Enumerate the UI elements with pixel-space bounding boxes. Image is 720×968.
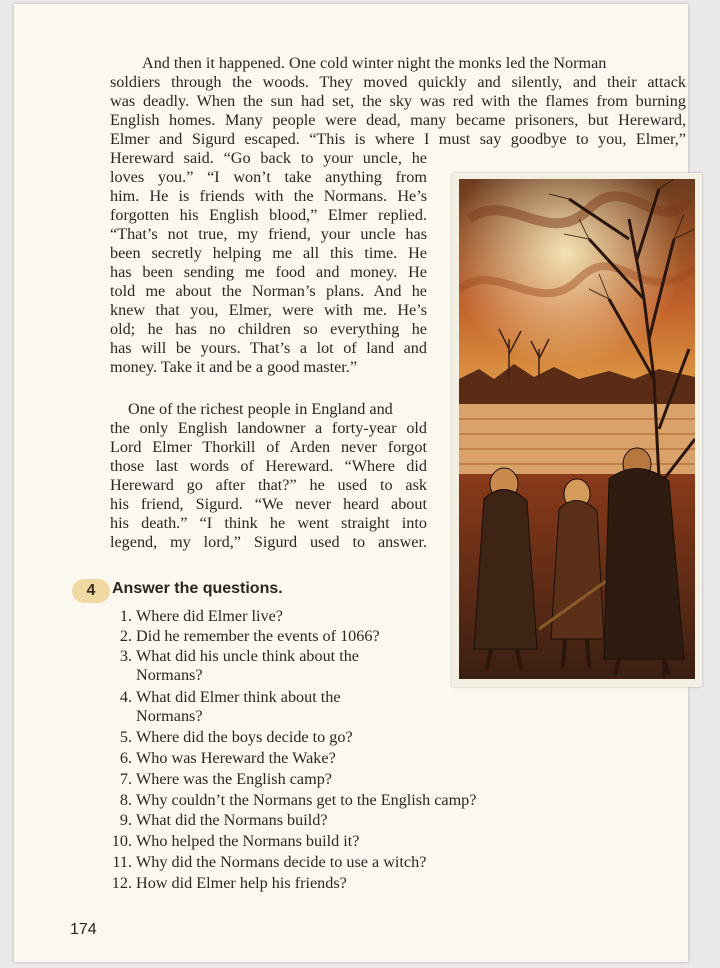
question-text: Where did the boys decide to go? bbox=[136, 728, 353, 746]
question-number: 7. bbox=[119, 770, 132, 788]
question-text: What did his uncle think about the bbox=[136, 647, 359, 665]
question-number: 8. bbox=[119, 791, 132, 809]
story-line: legend, my lord,” Sigurd used to answer. bbox=[110, 533, 427, 551]
story-line: “That’s not true, my friend, your uncle has bbox=[110, 225, 427, 243]
question-text: Who helped the Normans build it? bbox=[136, 832, 360, 850]
story-line: loves you.” “I won’t take anything from bbox=[110, 168, 427, 186]
question-text: What did Elmer think about the bbox=[136, 688, 341, 706]
story-line: One of the richest people in England and bbox=[128, 400, 393, 418]
question-text: What did the Normans build? bbox=[136, 811, 328, 829]
question-number: 4. bbox=[119, 688, 132, 706]
story-line: been secretly helping me all this time. He bbox=[110, 244, 427, 262]
story-line: those last words of Hereward. “Where did bbox=[110, 457, 427, 475]
question-text: Normans? bbox=[136, 666, 203, 684]
question-text: Why couldn’t the Normans get to the English camp? bbox=[136, 791, 477, 809]
textbook-page bbox=[14, 4, 688, 962]
task-number-badge: 4 bbox=[72, 579, 110, 603]
story-line: has will be yours. That’s a lot of land and bbox=[110, 339, 427, 357]
question-number: 3. bbox=[119, 647, 132, 665]
question-number: 2. bbox=[119, 627, 132, 645]
question-number: 1. bbox=[119, 607, 132, 625]
question-number: 5. bbox=[119, 728, 132, 746]
story-line: was deadly. When the sun had set, the sky was red with the flames from burning bbox=[110, 92, 686, 110]
story-line: told me about the Norman’s plans. And he bbox=[110, 282, 427, 300]
story-line: him. He is friends with the Normans. He’s bbox=[110, 187, 427, 205]
story-line: old; he has no children so everything he bbox=[110, 320, 427, 338]
question-number: 11. bbox=[112, 853, 132, 871]
question-number: 12. bbox=[111, 874, 132, 892]
question-text: Where was the English camp? bbox=[136, 770, 332, 788]
story-line: has been sending me food and money. He bbox=[110, 263, 427, 281]
question-number: 9. bbox=[119, 811, 132, 829]
story-line: soldiers through the woods. They moved quickly and silently, and their attack bbox=[110, 73, 686, 91]
story-line: his death.” “I think he went straight into bbox=[110, 514, 427, 532]
question-number: 6. bbox=[119, 749, 132, 767]
task-title: Answer the questions. bbox=[112, 580, 283, 597]
story-line: And then it happened. One cold winter night the monks led the Norman bbox=[142, 54, 607, 72]
question-text: Why did the Normans decide to use a witch? bbox=[136, 853, 427, 871]
question-text: Normans? bbox=[136, 707, 203, 725]
story-line: Elmer and Sigurd escaped. “This is where I must say goodbye to you, Elmer,” bbox=[110, 130, 686, 148]
question-text: Did he remember the events of 1066? bbox=[136, 627, 380, 645]
story-line: English homes. Many people were dead, many became prisoners, but Hereward, bbox=[110, 111, 686, 129]
page-number: 174 bbox=[70, 921, 97, 938]
burning-village-illustration bbox=[452, 173, 702, 687]
question-text: How did Elmer help his friends? bbox=[136, 874, 347, 892]
question-text: Where did Elmer live? bbox=[136, 607, 283, 625]
story-line: knew that you, Elmer, were with me. He’s bbox=[110, 301, 427, 319]
question-text: Who was Hereward the Wake? bbox=[136, 749, 336, 767]
story-line: Hereward said. “Go back to your uncle, he bbox=[110, 149, 427, 167]
story-line: forgotten his English blood,” Elmer replied. bbox=[110, 206, 427, 224]
question-number: 10. bbox=[111, 832, 132, 850]
illustration-art bbox=[459, 179, 695, 679]
story-line: Lord Elmer Thorkill of Arden never forgot bbox=[110, 438, 427, 456]
story-line: his friend, Sigurd. “We never heard about bbox=[110, 495, 427, 513]
story-line: the only English landowner a forty-year old bbox=[110, 419, 427, 437]
story-line: Hereward go after that?” he used to ask bbox=[110, 476, 427, 494]
story-line: money. Take it and be a good master.” bbox=[110, 358, 357, 376]
